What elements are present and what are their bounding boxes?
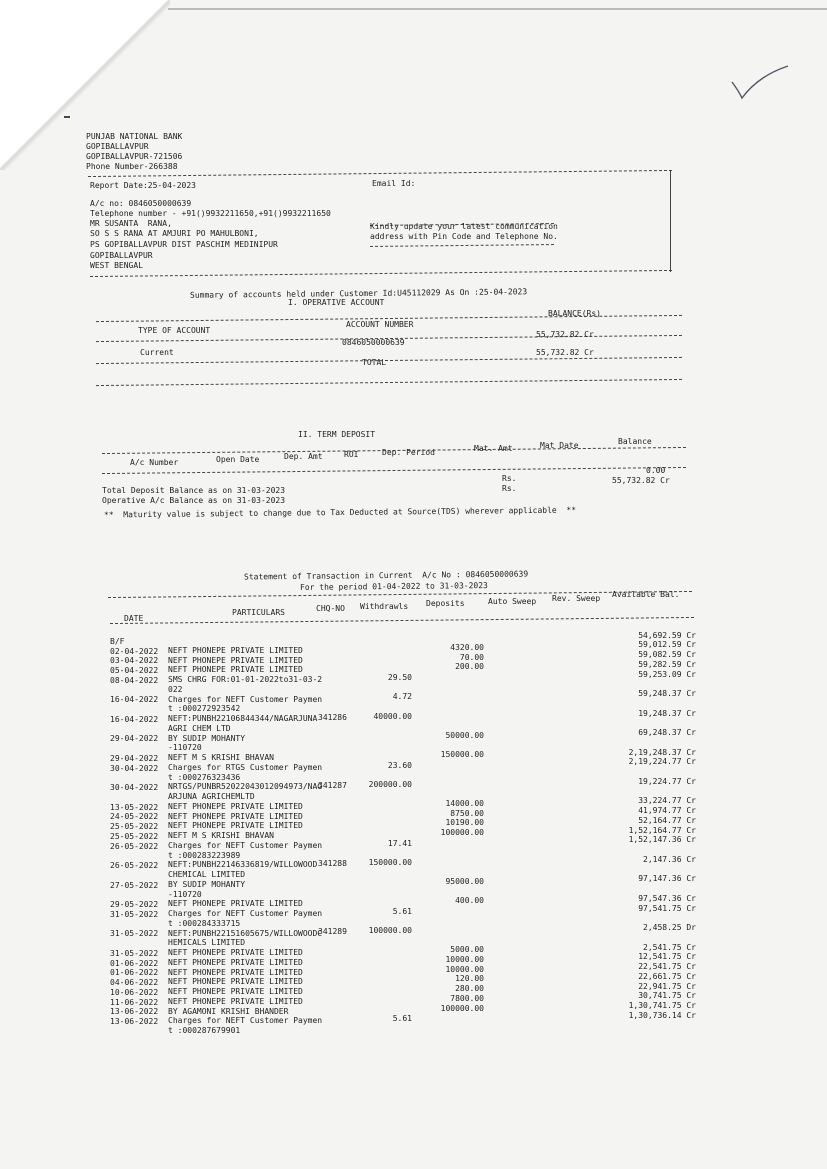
- total-label: TOTAL: [362, 358, 387, 367]
- table-rule: [108, 591, 692, 598]
- row-date: 24-05-2022: [110, 812, 159, 822]
- row-particulars: NEFT PHONEPE PRIVATE LIMITED: [168, 811, 303, 821]
- row-date: 25-05-2022: [110, 822, 159, 832]
- row-date: 25-05-2022: [110, 831, 159, 841]
- row-date: 26-05-2022: [110, 861, 159, 871]
- row-balance: 22,941.75 Cr: [638, 981, 696, 991]
- header-mat-date: Mat Date: [540, 441, 579, 450]
- pen-mark: [64, 116, 70, 118]
- page-edge: [168, 8, 827, 10]
- row-balance: 12,541.75 Cr: [638, 952, 696, 962]
- row-particulars: -110720: [168, 743, 202, 753]
- account-balance-value: 55,732.82 Cr: [536, 330, 594, 339]
- row-particulars: NEFT M S KRISHI BHAVAN: [168, 831, 274, 841]
- row-particulars: NEFT PHONEPE PRIVATE LIMITED: [168, 665, 303, 675]
- notice-line-2: address with Pin Code and Telephone No.: [370, 232, 558, 241]
- check-mark-icon: [728, 62, 792, 102]
- row-deposit: 100000.00: [440, 1003, 484, 1013]
- header-rev-sweep: Rev. Sweep: [552, 594, 601, 603]
- row-particulars: BY AGAMONI KRISHI BHANDER: [168, 1006, 289, 1016]
- row-date: 13-06-2022: [110, 1017, 159, 1027]
- row-deposit: 50000.00: [445, 730, 484, 740]
- row-particulars: NEFT PHONEPE PRIVATE LIMITED: [168, 948, 303, 958]
- header-dep-period: Dep. Period: [382, 448, 435, 457]
- customer-name: MR SUSANTA RANA,: [90, 219, 172, 228]
- row-date: 04-06-2022: [110, 978, 159, 988]
- row-particulars: AGRI CHEM LTD: [168, 723, 231, 733]
- row-withdrawal: 200000.00: [368, 780, 412, 790]
- row-particulars: NEFT PHONEPE PRIVATE LIMITED: [168, 957, 303, 967]
- row-particulars: NEFT PHONEPE PRIVATE LIMITED: [168, 967, 303, 977]
- row-chq-no: 341289: [318, 927, 347, 937]
- row-date: 16-04-2022: [110, 714, 159, 724]
- row-deposit: 120.00: [455, 974, 484, 984]
- row-date: 31-05-2022: [110, 948, 159, 958]
- row-particulars: NEFT M S KRISHI BHAVAN: [168, 753, 274, 763]
- row-deposit: 400.00: [455, 896, 484, 906]
- summary-title: Summary of accounts held under Customer Id:U45112029 As On :25-04-2023: [189, 287, 528, 300]
- header-deposits: Deposits: [426, 599, 465, 608]
- row-date: 16-04-2022: [110, 695, 159, 705]
- row-deposit: 70.00: [459, 652, 484, 662]
- row-deposit: 10190.00: [445, 818, 484, 828]
- row-date: 27-05-2022: [110, 880, 159, 890]
- telephone-number: Telephone number - +91()9932211650,+91()9932211650: [90, 209, 331, 218]
- row-particulars: NEFT PHONEPE PRIVATE LIMITED: [168, 655, 303, 665]
- row-balance: 19,224.77 Cr: [638, 776, 696, 786]
- row-balance: 59,248.37 Cr: [638, 689, 696, 699]
- row-particulars: Charges for RTGS Customer Paymen: [168, 762, 323, 772]
- statement-period: For the period 01-04-2022 to 31-03-2023: [299, 581, 488, 592]
- row-deposit: 10000.00: [445, 964, 484, 974]
- row-date: 08-04-2022: [110, 675, 159, 685]
- row-date: 03-04-2022: [110, 656, 159, 666]
- account-type-value: Current: [140, 348, 174, 357]
- row-particulars: t :000287679901: [168, 1026, 241, 1036]
- row-particulars: Charges for NEFT Customer Paymen: [168, 840, 323, 850]
- row-balance: 59,253.09 Cr: [638, 669, 696, 679]
- row-balance: 54,692.59 Cr: [638, 630, 696, 640]
- row-particulars: NEFT:PUNBH22151605675/WILLOWOODC: [168, 928, 323, 938]
- row-deposit: 8750.00: [450, 808, 484, 818]
- header-roi: ROI: [344, 450, 359, 459]
- header-date: DATE: [124, 614, 144, 623]
- row-balance: 19,248.37 Cr: [638, 708, 696, 718]
- row-withdrawal: 5.61: [392, 1014, 412, 1024]
- box-right-border: [670, 170, 671, 272]
- row-particulars: NEFT PHONEPE PRIVATE LIMITED: [168, 996, 303, 1006]
- table-rule: [102, 467, 686, 474]
- row-balance: 52,164.77 Cr: [638, 815, 696, 825]
- row-balance: 2,147.36 Cr: [643, 854, 696, 864]
- rs-label: Rs.: [502, 474, 517, 483]
- row-particulars: NEFT PHONEPE PRIVATE LIMITED: [168, 821, 303, 831]
- row-date: 29-04-2022: [110, 734, 159, 744]
- row-withdrawal: 150000.00: [368, 858, 412, 868]
- address-line-2: PS GOPIBALLAVPUR DIST PASCHIM MEDINIPUR: [90, 240, 278, 249]
- row-particulars: NEFT PHONEPE PRIVATE LIMITED: [168, 987, 303, 997]
- header-account-number: ACCOUNT NUMBER: [346, 320, 414, 329]
- header-particulars: PARTICULARS: [232, 608, 285, 617]
- operative-account-heading: I. OPERATIVE ACCOUNT: [288, 298, 385, 307]
- header-ac-number: A/c Number: [130, 458, 179, 467]
- address-line-4: WEST BENGAL: [90, 261, 143, 270]
- operative-balance-label: Operative A/c Balance as on 31-03-2023: [102, 496, 286, 505]
- report-date: Report Date:25-04-2023: [90, 181, 196, 190]
- row-balance: 2,541.75 Cr: [643, 942, 696, 952]
- row-chq-no: 341288: [318, 858, 347, 868]
- row-date: 30-04-2022: [110, 763, 159, 773]
- row-date: B/F: [110, 636, 125, 646]
- operative-balance-value: 55,732.82 Cr: [612, 476, 670, 485]
- header-mat-amt: Mat. Amt: [474, 444, 513, 453]
- header-term-balance: Balance: [618, 437, 652, 446]
- row-particulars: t :000284333715: [168, 918, 241, 928]
- row-date: 01-06-2022: [110, 968, 159, 978]
- bank-branch: GOPIBALLAVPUR: [86, 142, 149, 151]
- statement-title: Statement of Transaction in Current A/c No : 0846050000639: [243, 569, 529, 582]
- row-particulars: t :000283223989: [168, 850, 241, 860]
- row-particulars: 022: [168, 684, 183, 694]
- row-withdrawal: 23.60: [387, 760, 412, 770]
- row-withdrawal: 17.41: [387, 838, 412, 848]
- row-deposit: 14000.00: [445, 798, 484, 808]
- row-balance: 2,458.25 Dr: [643, 923, 696, 933]
- row-deposit: 150000.00: [440, 750, 484, 760]
- row-date: 10-06-2022: [110, 987, 159, 997]
- bank-name: PUNJAB NATIONAL BANK: [86, 132, 183, 141]
- row-withdrawal: 5.61: [392, 906, 412, 916]
- account-number: A/c no: 0846050000639: [90, 199, 192, 208]
- header-auto-sweep: Auto Sweep: [488, 597, 537, 606]
- row-particulars: NEFT PHONEPE PRIVATE LIMITED: [168, 645, 303, 655]
- term-deposit-heading: II. TERM DEPOSIT: [298, 430, 376, 439]
- address-line-3: GOPIBALLAVPUR: [90, 251, 153, 260]
- row-withdrawal: 40000.00: [373, 711, 412, 721]
- header-dep-amt: Dep. Amt: [284, 452, 323, 461]
- row-date: 13-06-2022: [110, 1007, 159, 1017]
- row-balance: 22,661.75 Cr: [638, 971, 696, 981]
- row-balance: 41,974.77 Cr: [638, 806, 696, 816]
- row-deposit: 100000.00: [440, 828, 484, 838]
- table-rule: [110, 617, 694, 624]
- row-balance: 97,541.75 Cr: [638, 903, 696, 913]
- row-balance: 1,52,164.77 Cr: [628, 825, 696, 835]
- row-balance: 33,224.77 Cr: [638, 796, 696, 806]
- row-balance: 30,741.75 Cr: [638, 991, 696, 1001]
- bank-branch-pin: GOPIBALLAVPUR-721506: [86, 152, 183, 161]
- row-balance: 22,541.75 Cr: [638, 962, 696, 972]
- row-chq-no: 341287: [318, 780, 347, 790]
- account-number-value: 0846050000639: [342, 338, 405, 347]
- table-rule: [96, 357, 682, 364]
- row-balance: 59,012.59 Cr: [638, 640, 696, 650]
- total-deposit-value: 0.00: [646, 466, 666, 475]
- header-chq-no: CHQ-NO: [316, 604, 345, 613]
- row-balance: 1,30,741.75 Cr: [628, 1001, 696, 1011]
- row-particulars: t :000276323436: [168, 772, 241, 782]
- row-withdrawal: 29.50: [387, 672, 412, 682]
- row-withdrawal: 4.72: [392, 692, 412, 702]
- row-deposit: 5000.00: [450, 945, 484, 955]
- row-date: 26-05-2022: [110, 841, 159, 851]
- row-particulars: NEFT:PUNBH22106844344/NAGARJUNA: [168, 714, 318, 724]
- row-balance: 2,19,248.37 Cr: [628, 747, 696, 757]
- header-balance: BALANCE(Rs): [548, 309, 601, 318]
- header-withdrawls: Withdrawls: [360, 602, 409, 611]
- header-type-of-account: TYPE OF ACCOUNT: [138, 326, 211, 335]
- row-withdrawal: 100000.00: [368, 926, 412, 936]
- row-date: 13-05-2022: [110, 802, 159, 812]
- row-particulars: NEFT:PUNBH22146336819/WILLOWOOD: [168, 860, 318, 870]
- row-date: 31-05-2022: [110, 909, 159, 919]
- total-deposit-label: Total Deposit Balance as on 31-03-2023: [102, 486, 286, 495]
- maturity-note: ** Maturity value is subject to change due to Tax Deducted at Source(TDS) wherever applicable **: [103, 505, 577, 520]
- row-particulars: NRTGS/PUNBR52022043012094973/NAG: [168, 782, 323, 792]
- row-particulars: Charges for NEFT Customer Paymen: [168, 909, 323, 919]
- row-balance: 2,19,224.77 Cr: [628, 757, 696, 767]
- row-deposit: 95000.00: [445, 876, 484, 886]
- divider: [90, 270, 672, 277]
- row-balance: 97,147.36 Cr: [638, 874, 696, 884]
- row-balance: 1,30,736.14 Cr: [628, 1010, 696, 1020]
- total-balance-value: 55,732.82 Cr: [536, 348, 594, 357]
- row-particulars: ARJUNA AGRICHEMLTD: [168, 792, 255, 802]
- table-rule: [96, 379, 682, 386]
- row-date: 05-04-2022: [110, 666, 159, 676]
- row-balance: 97,547.36 Cr: [638, 893, 696, 903]
- row-balance: 1,52,147.36 Cr: [628, 835, 696, 845]
- row-deposit: 10000.00: [445, 954, 484, 964]
- row-deposit: 280.00: [455, 984, 484, 994]
- row-particulars: t :000272923542: [168, 704, 241, 714]
- row-date: 29-05-2022: [110, 900, 159, 910]
- bank-phone: Phone Number-266388: [86, 162, 178, 171]
- row-particulars: BY SUDIP MOHANTY: [168, 733, 246, 743]
- row-date: 29-04-2022: [110, 753, 159, 763]
- rs-label: Rs.: [502, 484, 517, 493]
- header-available-bal: Available Bal.: [612, 590, 680, 599]
- row-particulars: NEFT PHONEPE PRIVATE LIMITED: [168, 977, 303, 987]
- row-balance: 59,282.59 Cr: [638, 659, 696, 669]
- row-particulars: NEFT PHONEPE PRIVATE LIMITED: [168, 899, 303, 909]
- row-balance: 59,082.59 Cr: [638, 650, 696, 660]
- row-deposit: 200.00: [455, 662, 484, 672]
- row-deposit: 7800.00: [450, 993, 484, 1003]
- row-particulars: BY SUDIP MOHANTY: [168, 879, 246, 889]
- row-particulars: -110720: [168, 889, 202, 899]
- row-date: 31-05-2022: [110, 929, 159, 939]
- row-particulars: NEFT PHONEPE PRIVATE LIMITED: [168, 801, 303, 811]
- row-chq-no: 341286: [318, 712, 347, 722]
- row-deposit: 4320.00: [450, 642, 484, 652]
- row-particulars: SMS CHRG FOR:01-01-2022to31-03-2: [168, 675, 323, 685]
- notice-bottom-border: [370, 244, 554, 247]
- row-particulars: HEMICALS LIMITED: [168, 938, 246, 948]
- notice-line-1: Kindly update your latest communication: [370, 222, 558, 231]
- email-label: Email Id:: [372, 179, 416, 188]
- header-open-date: Open Date: [216, 455, 260, 464]
- row-date: 02-04-2022: [110, 646, 159, 656]
- row-date: 01-06-2022: [110, 958, 159, 968]
- row-date: 30-04-2022: [110, 783, 159, 793]
- row-balance: 69,248.37 Cr: [638, 728, 696, 738]
- row-date: 11-06-2022: [110, 997, 159, 1007]
- address-line-1: SO S S RANA AT AMJURI PO MAHULBONI,: [90, 229, 259, 238]
- row-particulars: Charges for NEFT Customer Paymen: [168, 1016, 323, 1026]
- row-particulars: Charges for NEFT Customer Paymen: [168, 694, 323, 704]
- row-particulars: CHEMICAL LIMITED: [168, 870, 246, 880]
